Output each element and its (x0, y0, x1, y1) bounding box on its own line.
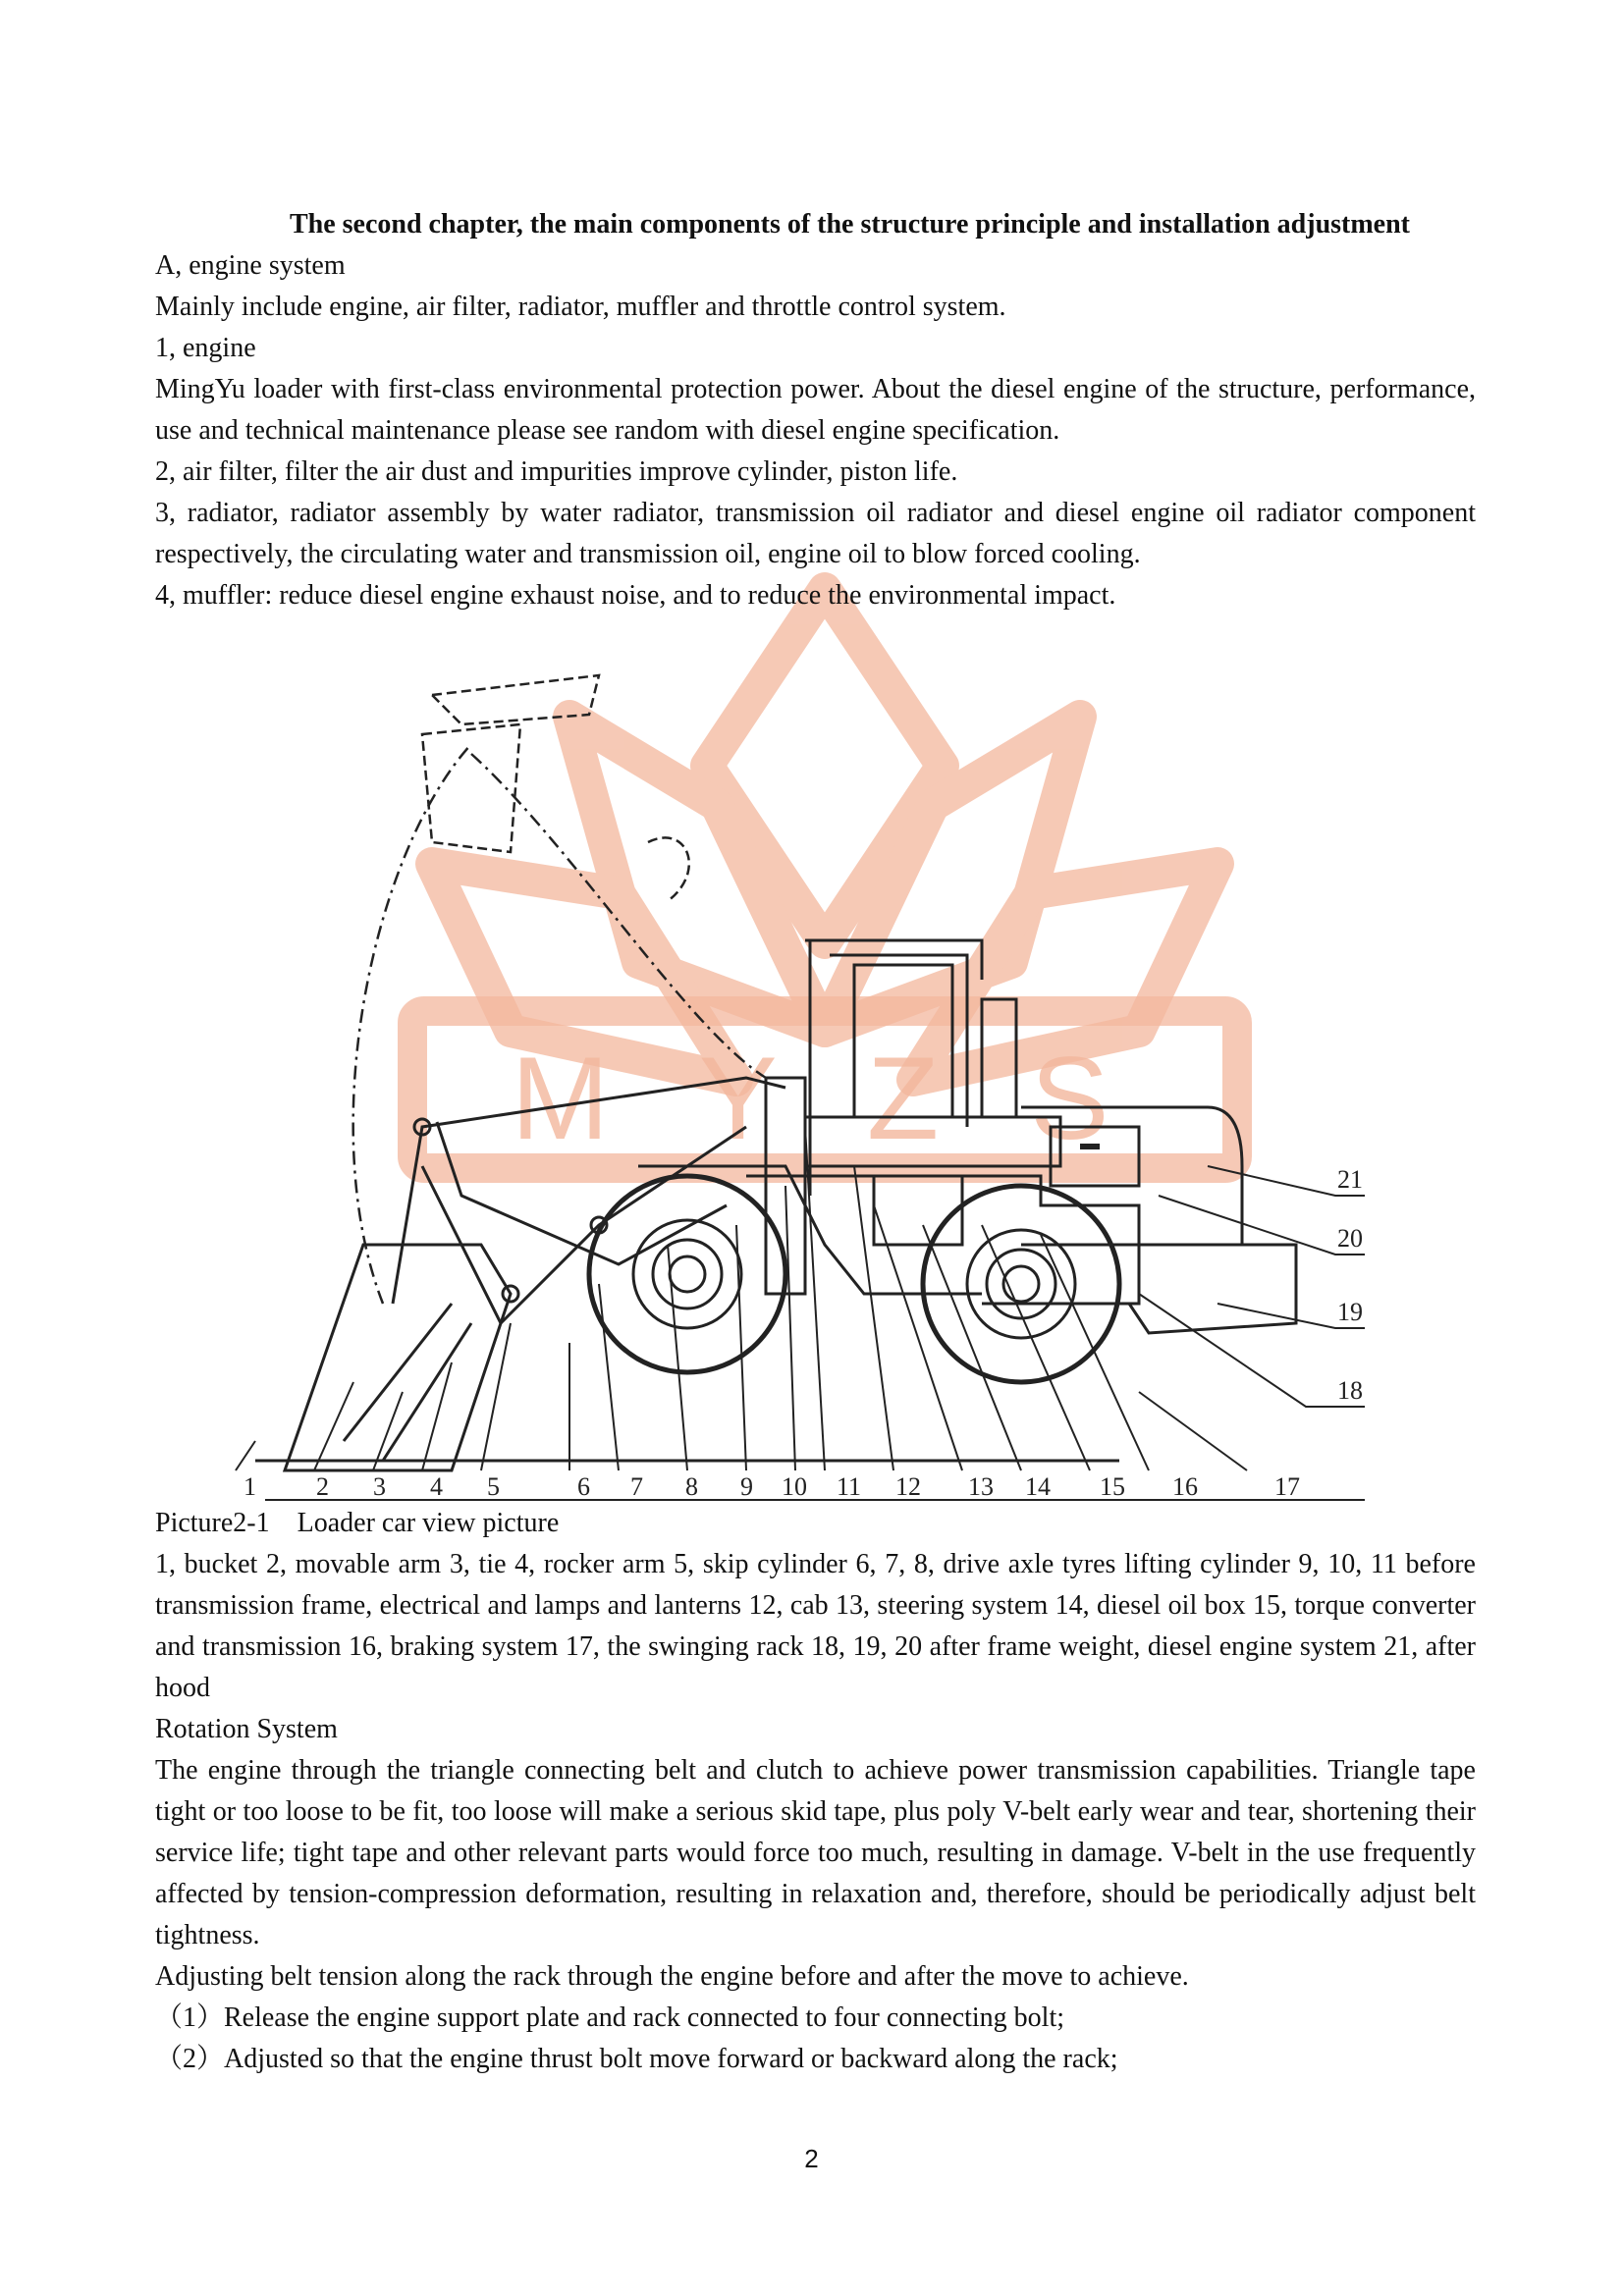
callout-3: 3 (373, 1472, 386, 1501)
adjust-step-1: （1）Release the engine support plate and rack connected to four connecting bolt; (155, 2002, 1065, 2033)
callout-2: 2 (316, 1472, 329, 1501)
callout-21: 21 (1337, 1165, 1363, 1194)
parts-legend: 1, bucket 2, movable arm 3, tie 4, rocker arm 5, skip cylinder 6, 7, 8, drive axle tyres lifting cylinder 9, 10, 11 before transmission frame, electrical and lamps and lanterns 12, cab 13, steering system 14, diesel oil box 15, torque converter and transmission 16, braking system 17, the swinging rack 18, 19, 20 after frame weight, diesel engine system 21, after hood (155, 1549, 1476, 1703)
belt-adjust-intro: Adjusting belt tension along the rack through the engine before and after the move to achieve. (155, 1961, 1189, 1992)
callout-7: 7 (630, 1472, 643, 1501)
callout-15: 15 (1100, 1472, 1125, 1501)
callout-6: 6 (577, 1472, 590, 1501)
adjust-step-2: （2）Adjusted so that the engine thrust bolt move forward or backward along the rack; (155, 2044, 1118, 2074)
engine-item-text: MingYu loader with first-class environmental protection power. About the diesel engine of the structure, performance, use and technical maintenance please see random with diesel engine specification. (155, 374, 1476, 446)
intro-text-block (155, 204, 1476, 616)
callout-20: 20 (1337, 1224, 1363, 1253)
body-text-block (155, 1544, 1476, 2080)
callout-18: 18 (1337, 1376, 1363, 1405)
callout-14: 14 (1025, 1472, 1051, 1501)
caption-label: Picture2-1 (155, 1508, 270, 1538)
callout-10: 10 (782, 1472, 807, 1501)
radiator-item: 3, radiator, radiator assembly by water radiator, transmission oil radiator and diesel engine oil radiator component respectively, the circulating water and transmission oil, engine oil to blow forced cooling. (155, 498, 1476, 569)
intro-paragraph: Mainly include engine, air filter, radiator, muffler and throttle control system. (155, 292, 1006, 322)
engine-item-title: 1, engine (155, 333, 256, 363)
caption-text: Loader car view picture (297, 1508, 560, 1538)
page-number: 2 (804, 2144, 819, 2173)
callout-1: 1 (243, 1472, 256, 1501)
callout-19: 19 (1337, 1298, 1363, 1326)
watermark-text: M Y Z S (511, 1033, 1139, 1164)
callout-5: 5 (487, 1472, 500, 1501)
bottom-callout-numbers (243, 1472, 1300, 1501)
callout-17: 17 (1274, 1472, 1300, 1501)
loader-diagram (243, 616, 1394, 1501)
muffler-item: 4, muffler: reduce diesel engine exhaust noise, and to reduce the environmental impact. (155, 580, 1116, 611)
callout-11: 11 (837, 1472, 862, 1501)
callout-9: 9 (740, 1472, 753, 1501)
right-callout-numbers (1337, 1165, 1363, 1405)
section-heading: A, engine system (155, 250, 346, 281)
figure-caption (155, 1503, 586, 1544)
chapter-heading: The second chapter, the main components of the structure principle and installation adjustment (289, 209, 1411, 240)
callout-8: 8 (685, 1472, 698, 1501)
callout-16: 16 (1172, 1472, 1198, 1501)
callout-13: 13 (968, 1472, 994, 1501)
air-filter-item: 2, air filter, filter the air dust and impurities improve cylinder, piston life. (155, 456, 958, 487)
callout-4: 4 (430, 1472, 443, 1501)
rotation-system-text: The engine through the triangle connecting belt and clutch to achieve power transmission capabilities. Triangle tape tight or too loose to be fit, too loose will make a serious skid tape, plus poly V-belt early wear and tear, shortening their service life; tight tape and other relevant parts would force too much, resulting in damage. V-belt in the use frequently affected by tension-compression deformation, resulting in relaxation and, therefore, should be periodically adjust belt tightness. (155, 1755, 1476, 1950)
callout-12: 12 (895, 1472, 921, 1501)
rotation-system-heading: Rotation System (155, 1714, 338, 1744)
